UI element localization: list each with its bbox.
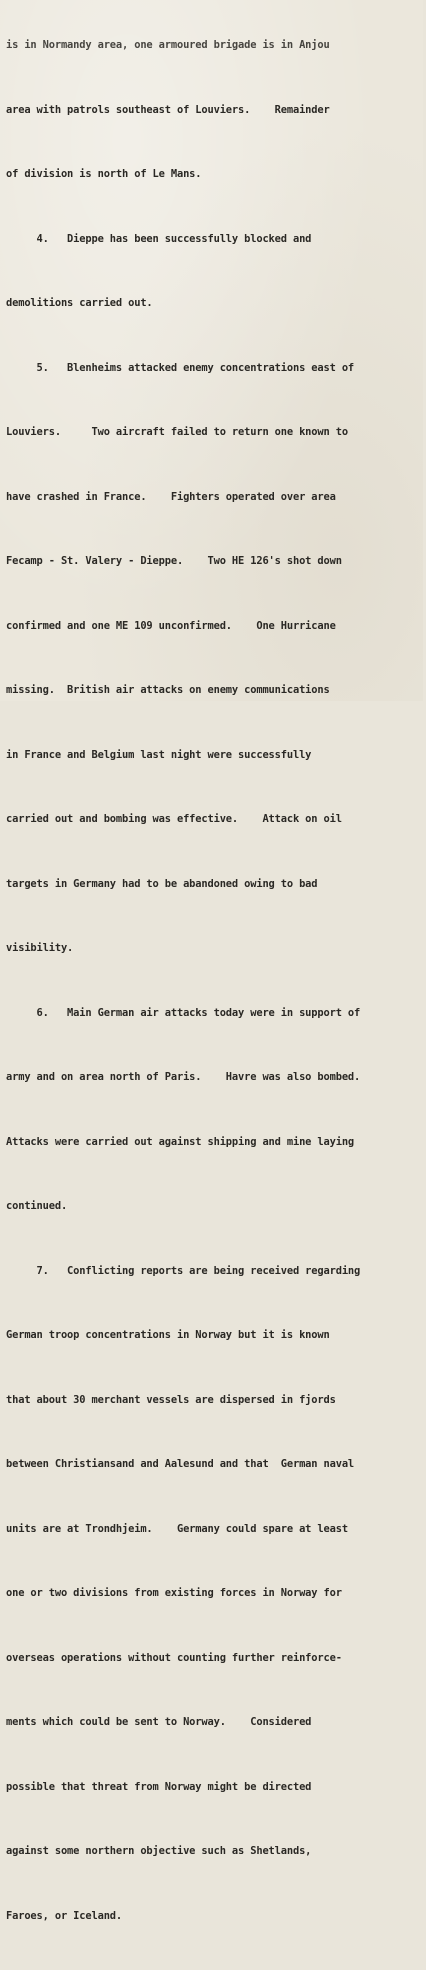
text-line: Faroes, or Iceland. xyxy=(6,1909,123,1922)
text-line: targets in Germany had to be abandoned owing to bad xyxy=(6,877,318,890)
text-line: Attacks were carried out against shipping and mine laying xyxy=(6,1135,355,1148)
paragraph-7-start: 7. Conflicting reports are being received regarding xyxy=(6,1264,361,1277)
text-line: against some northern objective such as Shetlands, xyxy=(6,1845,312,1857)
text-line: units are at Trondhjeim. Germany could spare at least xyxy=(6,1522,348,1535)
text-line: continued. xyxy=(6,1200,68,1212)
text-line: overseas operations without counting further reinforce- xyxy=(6,1651,342,1664)
document-body xyxy=(6,0,426,1970)
paragraph-5-start: 5. Blenheims attacked enemy concentrations east of xyxy=(6,361,355,374)
text-line: one or two divisions from existing forces in Norway for xyxy=(6,1587,342,1599)
text-line: that about 30 merchant vessels are dispersed in fjords xyxy=(6,1393,336,1406)
text-line: carried out and bombing was effective. Attack on oil xyxy=(6,813,342,825)
text-line: between Christiansand and Aalesund and that German naval xyxy=(6,1458,355,1470)
text-line: missing. British air attacks on enemy communications xyxy=(6,684,330,696)
text-line: possible that threat from Norway might be directed xyxy=(6,1780,312,1793)
text-line: Fecamp - St. Valery - Dieppe. Two HE 126's shot down xyxy=(6,555,342,567)
paragraph-6-start: 6. Main German air attacks today were in support of xyxy=(6,1006,361,1019)
text-line: is in Normandy area, one armoured brigade is in Anjou xyxy=(6,39,330,51)
text-line: ments which could be sent to Norway. Considered xyxy=(6,1716,312,1728)
text-line: confirmed and one ME 109 unconfirmed. One Hurricane xyxy=(6,619,336,632)
text-line: area with patrols southeast of Louviers. Remainder xyxy=(6,103,330,116)
text-line: Louviers. Two aircraft failed to return one known to xyxy=(6,426,348,438)
text-line: German troop concentrations in Norway but it is known xyxy=(6,1329,330,1341)
text-line: visibility. xyxy=(6,942,74,954)
text-line: demolitions carried out. xyxy=(6,297,153,309)
text-line: army and on area north of Paris. Havre was also bombed. xyxy=(6,1071,361,1083)
text-line: in France and Belgium last night were successfully xyxy=(6,748,312,761)
text-line: of division is north of Le Mans. xyxy=(6,168,202,180)
text-line: have crashed in France. Fighters operated over area xyxy=(6,490,336,503)
paragraph-4-start: 4. Dieppe has been successfully blocked and xyxy=(6,232,312,245)
